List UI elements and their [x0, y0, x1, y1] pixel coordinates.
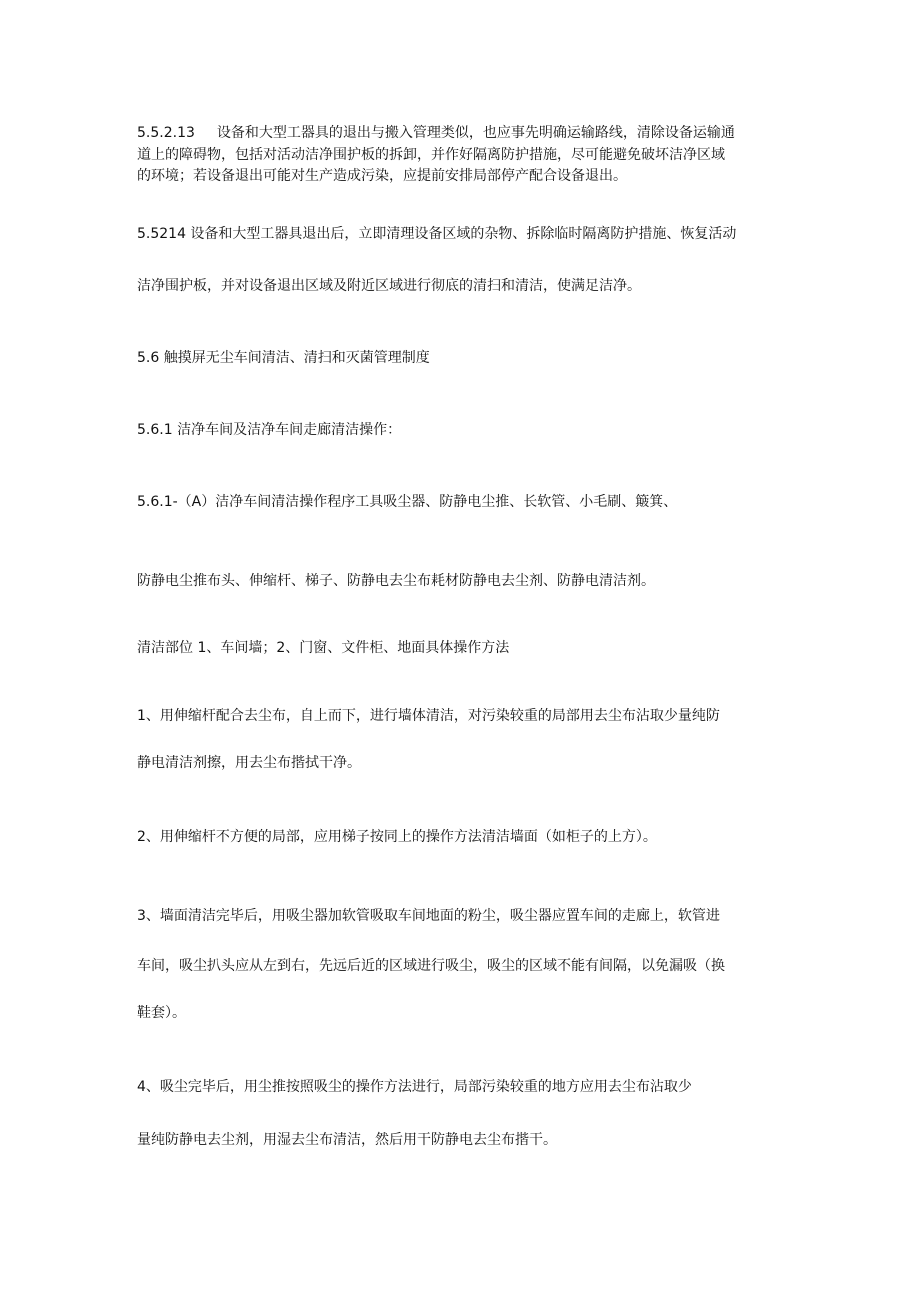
step-3-line-3: 鞋套）。 — [137, 1005, 186, 1021]
step-3-line-1: 3、墙面清洁完毕后，用吸尘器加软管吸取车间地面的粉尘，吸尘器应置车间的走廊上，软管进 — [137, 908, 720, 924]
section-heading-5-6: 5.6 触摸屏无尘车间清洁、清扫和灭菌管理制度 — [137, 350, 430, 366]
step-4-line-1: 4、吸尘完毕后，用尘推按照吸尘的操作方法进行，局部污染较重的地方应用去尘布沾取少 — [137, 1079, 692, 1095]
paragraph-5-5-2-13-line-2: 道上的障碍物，包括对活动洁净围护板的拆卸，并作好隔离防护措施，尽可能避免破坏洁净区域 — [137, 147, 725, 163]
paragraph-5-5-2-13-line-1 — [137, 123, 797, 143]
section-heading-5-6-1: 5.6.1 洁净车间及洁净车间走廊清洁操作： — [137, 422, 402, 438]
section-number: 5.5.2.13 — [137, 125, 195, 141]
paragraph-5-5-2-13-line-3: 的环境；若设备退出可能对生产造成污染，应提前安排局部停产配合设备退出。 — [137, 168, 627, 184]
paragraph-5-5214-line-1: 5.5214 设备和大型工器具退出后，立即清理设备区域的杂物、拆除临时隔离防护措施、恢复活动 — [137, 226, 737, 242]
paragraph-5-6-1-a-line-2: 防静电尘推布头、伸缩杆、梯子、防静电去尘布耗材防静电去尘剂、防静电清洁剂。 — [137, 573, 655, 589]
step-2-line: 2、用伸缩杆不方便的局部，应用梯子按同上的操作方法清洁墙面（如柜子的上方）。 — [137, 829, 657, 845]
cleaning-parts-line: 清洁部位 1、车间墙；2、门窗、文件柜、地面具体操作方法 — [137, 640, 510, 656]
step-1-line-1: 1、用伸缩杆配合去尘布，自上而下，进行墙体清洁，对污染较重的局部用去尘布沾取少量纯防 — [137, 708, 720, 724]
paragraph-5-6-1-a-line-1: 5.6.1-（A）洁净车间清洁操作程序工具吸尘器、防静电尘推、长软管、小毛刷、簸箕、 — [137, 494, 678, 510]
paragraph-text: 设备和大型工器具的退出与搬入管理类似，也应事先明确运输路线，清除设备运输通 — [216, 125, 735, 141]
step-3-line-2: 车间，吸尘扒头应从左到右，先远后近的区域进行吸尘，吸尘的区域不能有间隔，以免漏吸（换 — [137, 958, 725, 974]
step-4-line-2: 量纯防静电去尘剂，用湿去尘布清洁，然后用干防静电去尘布揩干。 — [137, 1132, 557, 1148]
step-1-line-2: 静电清洁剂擦，用去尘布揩拭干净。 — [137, 755, 361, 771]
paragraph-5-5214-line-2: 洁净围护板，并对设备退出区域及附近区域进行彻底的清扫和清洁，使满足洁净。 — [137, 278, 641, 294]
